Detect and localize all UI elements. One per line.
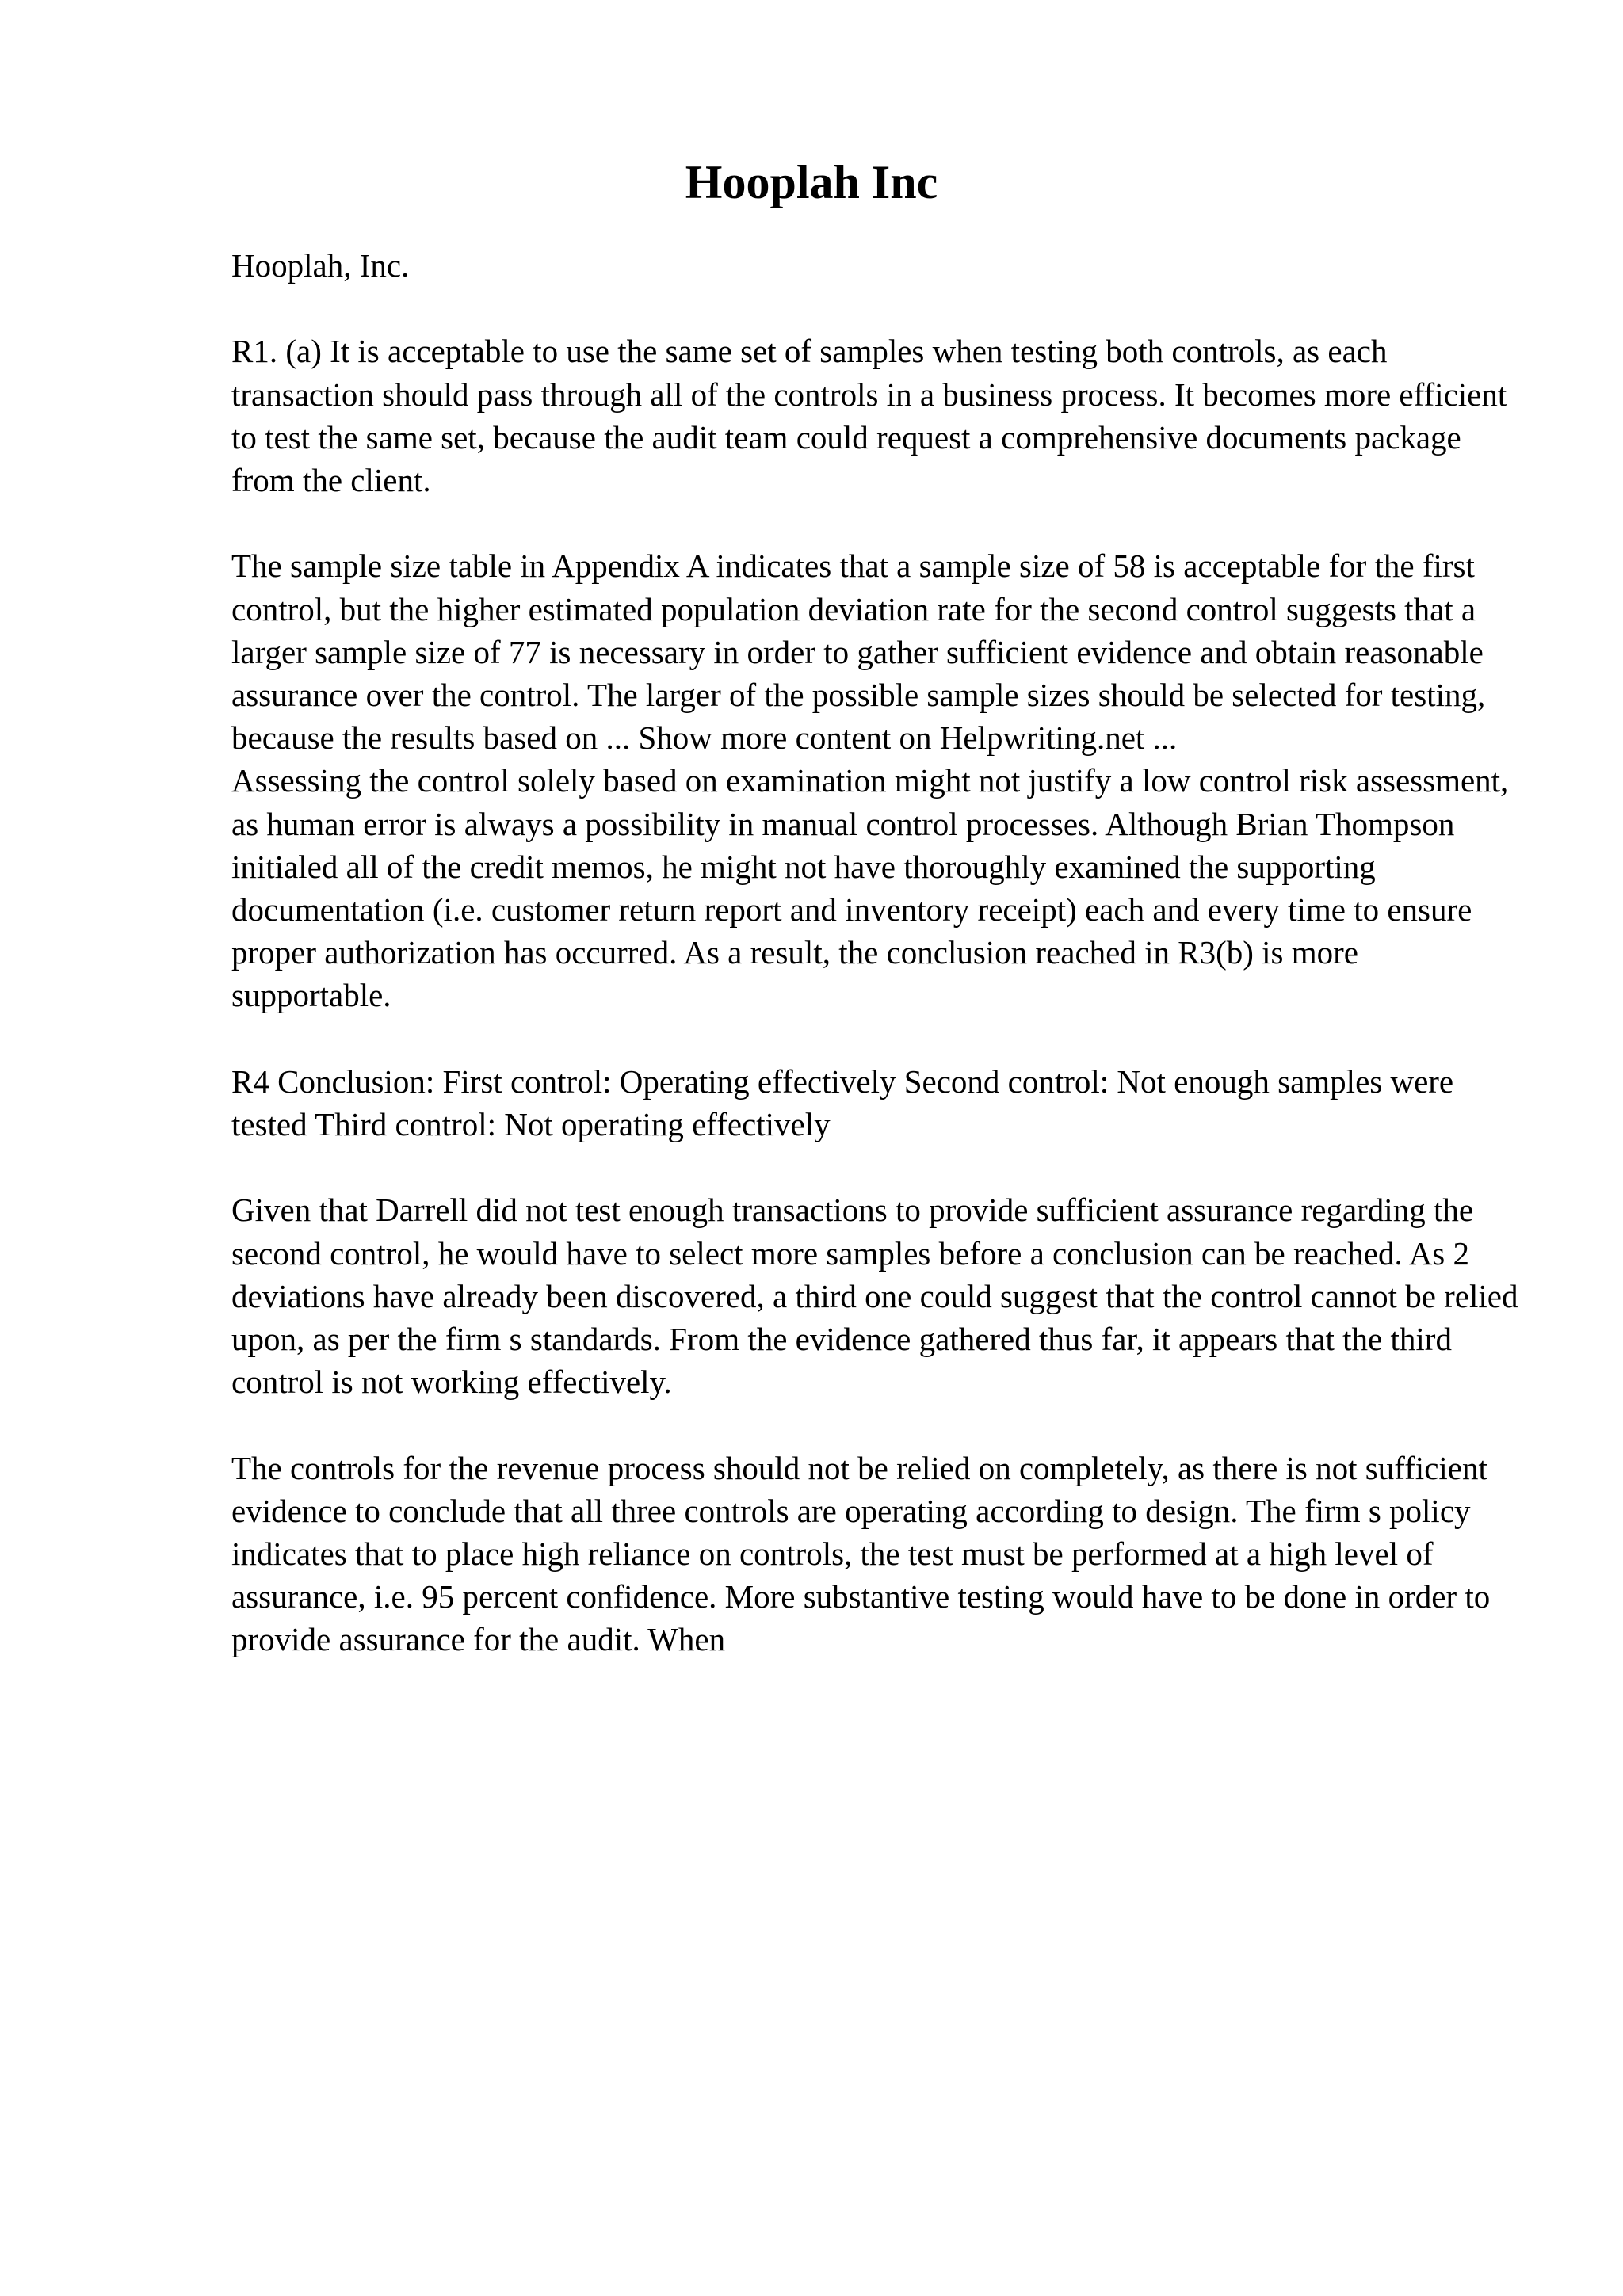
document-title: Hooplah Inc [685, 156, 938, 208]
paragraph-second-control: Given that Darrell did not test enough transactions to provide sufficient assurance regarding the second control, he would have to select more samples before a conclusion can be reached. As 2 deviations have already been discovered, a third one could suggest that the control cannot be relied upon, as per the firm s standards. From the evidence gathered thus far, it appears that the third control is not working effectively. [231, 1192, 1518, 1401]
paragraph-r1: R1. (a) It is acceptable to use the same set of samples when testing both controls, as each transaction should pass through all of the controls in a business process. It becomes more efficient to test the same set, because the audit team could request a comprehensive documents package from the client. [231, 333, 1507, 498]
paragraph-sample-size: The sample size table in Appendix A indicates that a sample size of 58 is acceptable for the first control, but the higher estimated population deviation rate for the second control suggests that a larger sample size of 77 is necessary in order to gather sufficient evidence and obtain reasonable assurance over the control. The larger of the possible sample sizes should be selected for testing, because the results based on ... Show more content on Helpwriting.net ... [231, 547, 1486, 757]
document-subtitle: Hooplah, Inc. [231, 247, 410, 284]
paragraph-assessment: Assessing the control solely based on examination might not justify a low control risk assessment, as human error is always a possibility in manual control processes. Although Brian Thompson initialed all of the credit memos, he might not have thoroughly examined the supporting documentation (i.e. customer return report and inventory receipt) each and every time to ensure proper authorization has occurred. As a result, the conclusion reached in R3(b) is more supportable. [231, 762, 1509, 1014]
paragraph-r4-conclusion: R4 Conclusion: First control: Operating effectively Second control: Not enough samples were tested Third control: Not operating effectively [231, 1062, 1454, 1143]
paragraph-revenue-controls: The controls for the revenue process should not be relied on completely, as there is not sufficient evidence to conclude that all three controls are operating according to design. The firm s policy indicates that to place high reliance on controls, the test must be performed at a high level of assurance, i.e. 95 percent confidence. More substantive testing would have to be done in order to provide assurance for the audit. When [231, 1449, 1491, 1658]
document-body [231, 244, 1523, 1661]
